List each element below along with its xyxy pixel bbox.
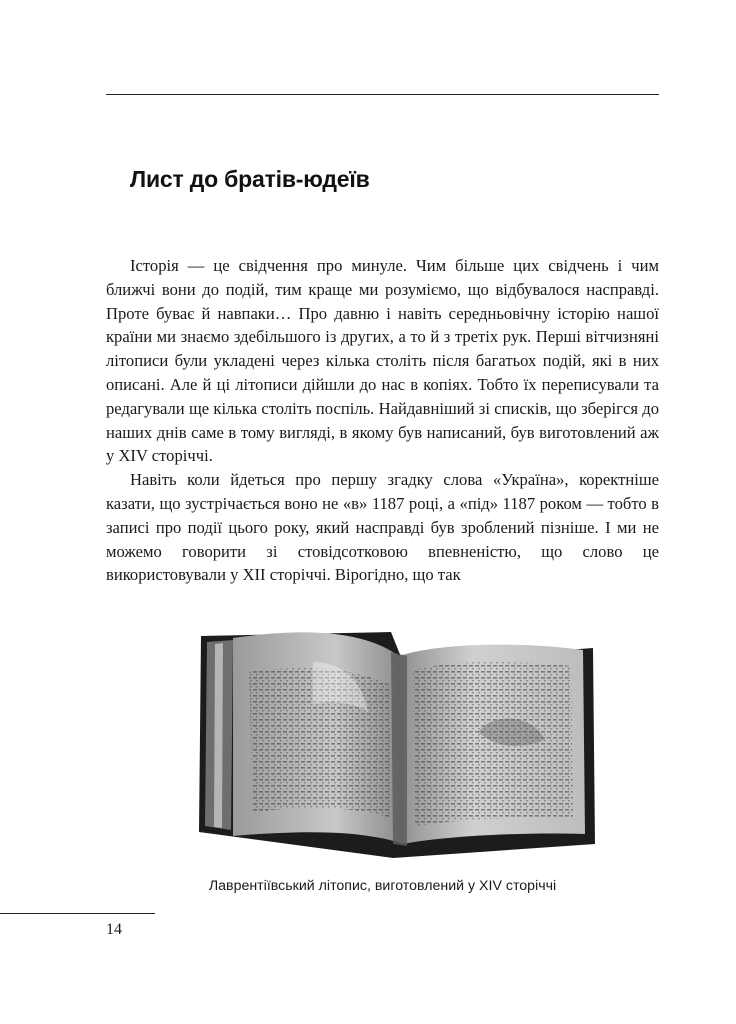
paragraph-2: Навіть коли йдеться про першу згадку слова «Україна», коректніше казати, що зустрічається воно не «в» 1187 році, а «під» 1187 роком — тобто в записі про події цього року, який насправді був зроблений пізніше. І ми не можемо говорити зі стовідсотковою впевненістю, що слово це використовували у XII сторіччі. Вірогідно, що так (106, 470, 659, 585)
body-text (106, 254, 659, 587)
paragraph-1: Історія — це свідчення про минуле. Чим більше цих свідчень і чим ближчі вони до подій, тим краще ми розуміємо, що відбувалося насправді. Проте буває й навпаки… Про давню і навіть середньовічну історію нашої країни ми знаємо здебільшого із других, а то й з третіх рук. Перші вітчизняні літописи були укладені через кілька століть після багатьох подій, які в них описані. Але й ці літописи дійшли до нас в копіях. Тобто їх переписували та редагували ще кілька століть поспіль. Найдавніший зі списків, що зберігся до наших днів саме в тому вигляді, в якому був написаний, був виготовлений аж у XIV сторіччі. (106, 256, 659, 466)
header-rule (106, 94, 659, 95)
footer-rule (0, 913, 155, 914)
chapter-title: Лист до братів-юдеїв (130, 166, 370, 192)
figure-caption: Лаврентіївський літопис, виготовлений у XIV сторіччі (208, 878, 557, 894)
page-number: 14 (106, 921, 122, 938)
manuscript-photo (193, 622, 596, 862)
